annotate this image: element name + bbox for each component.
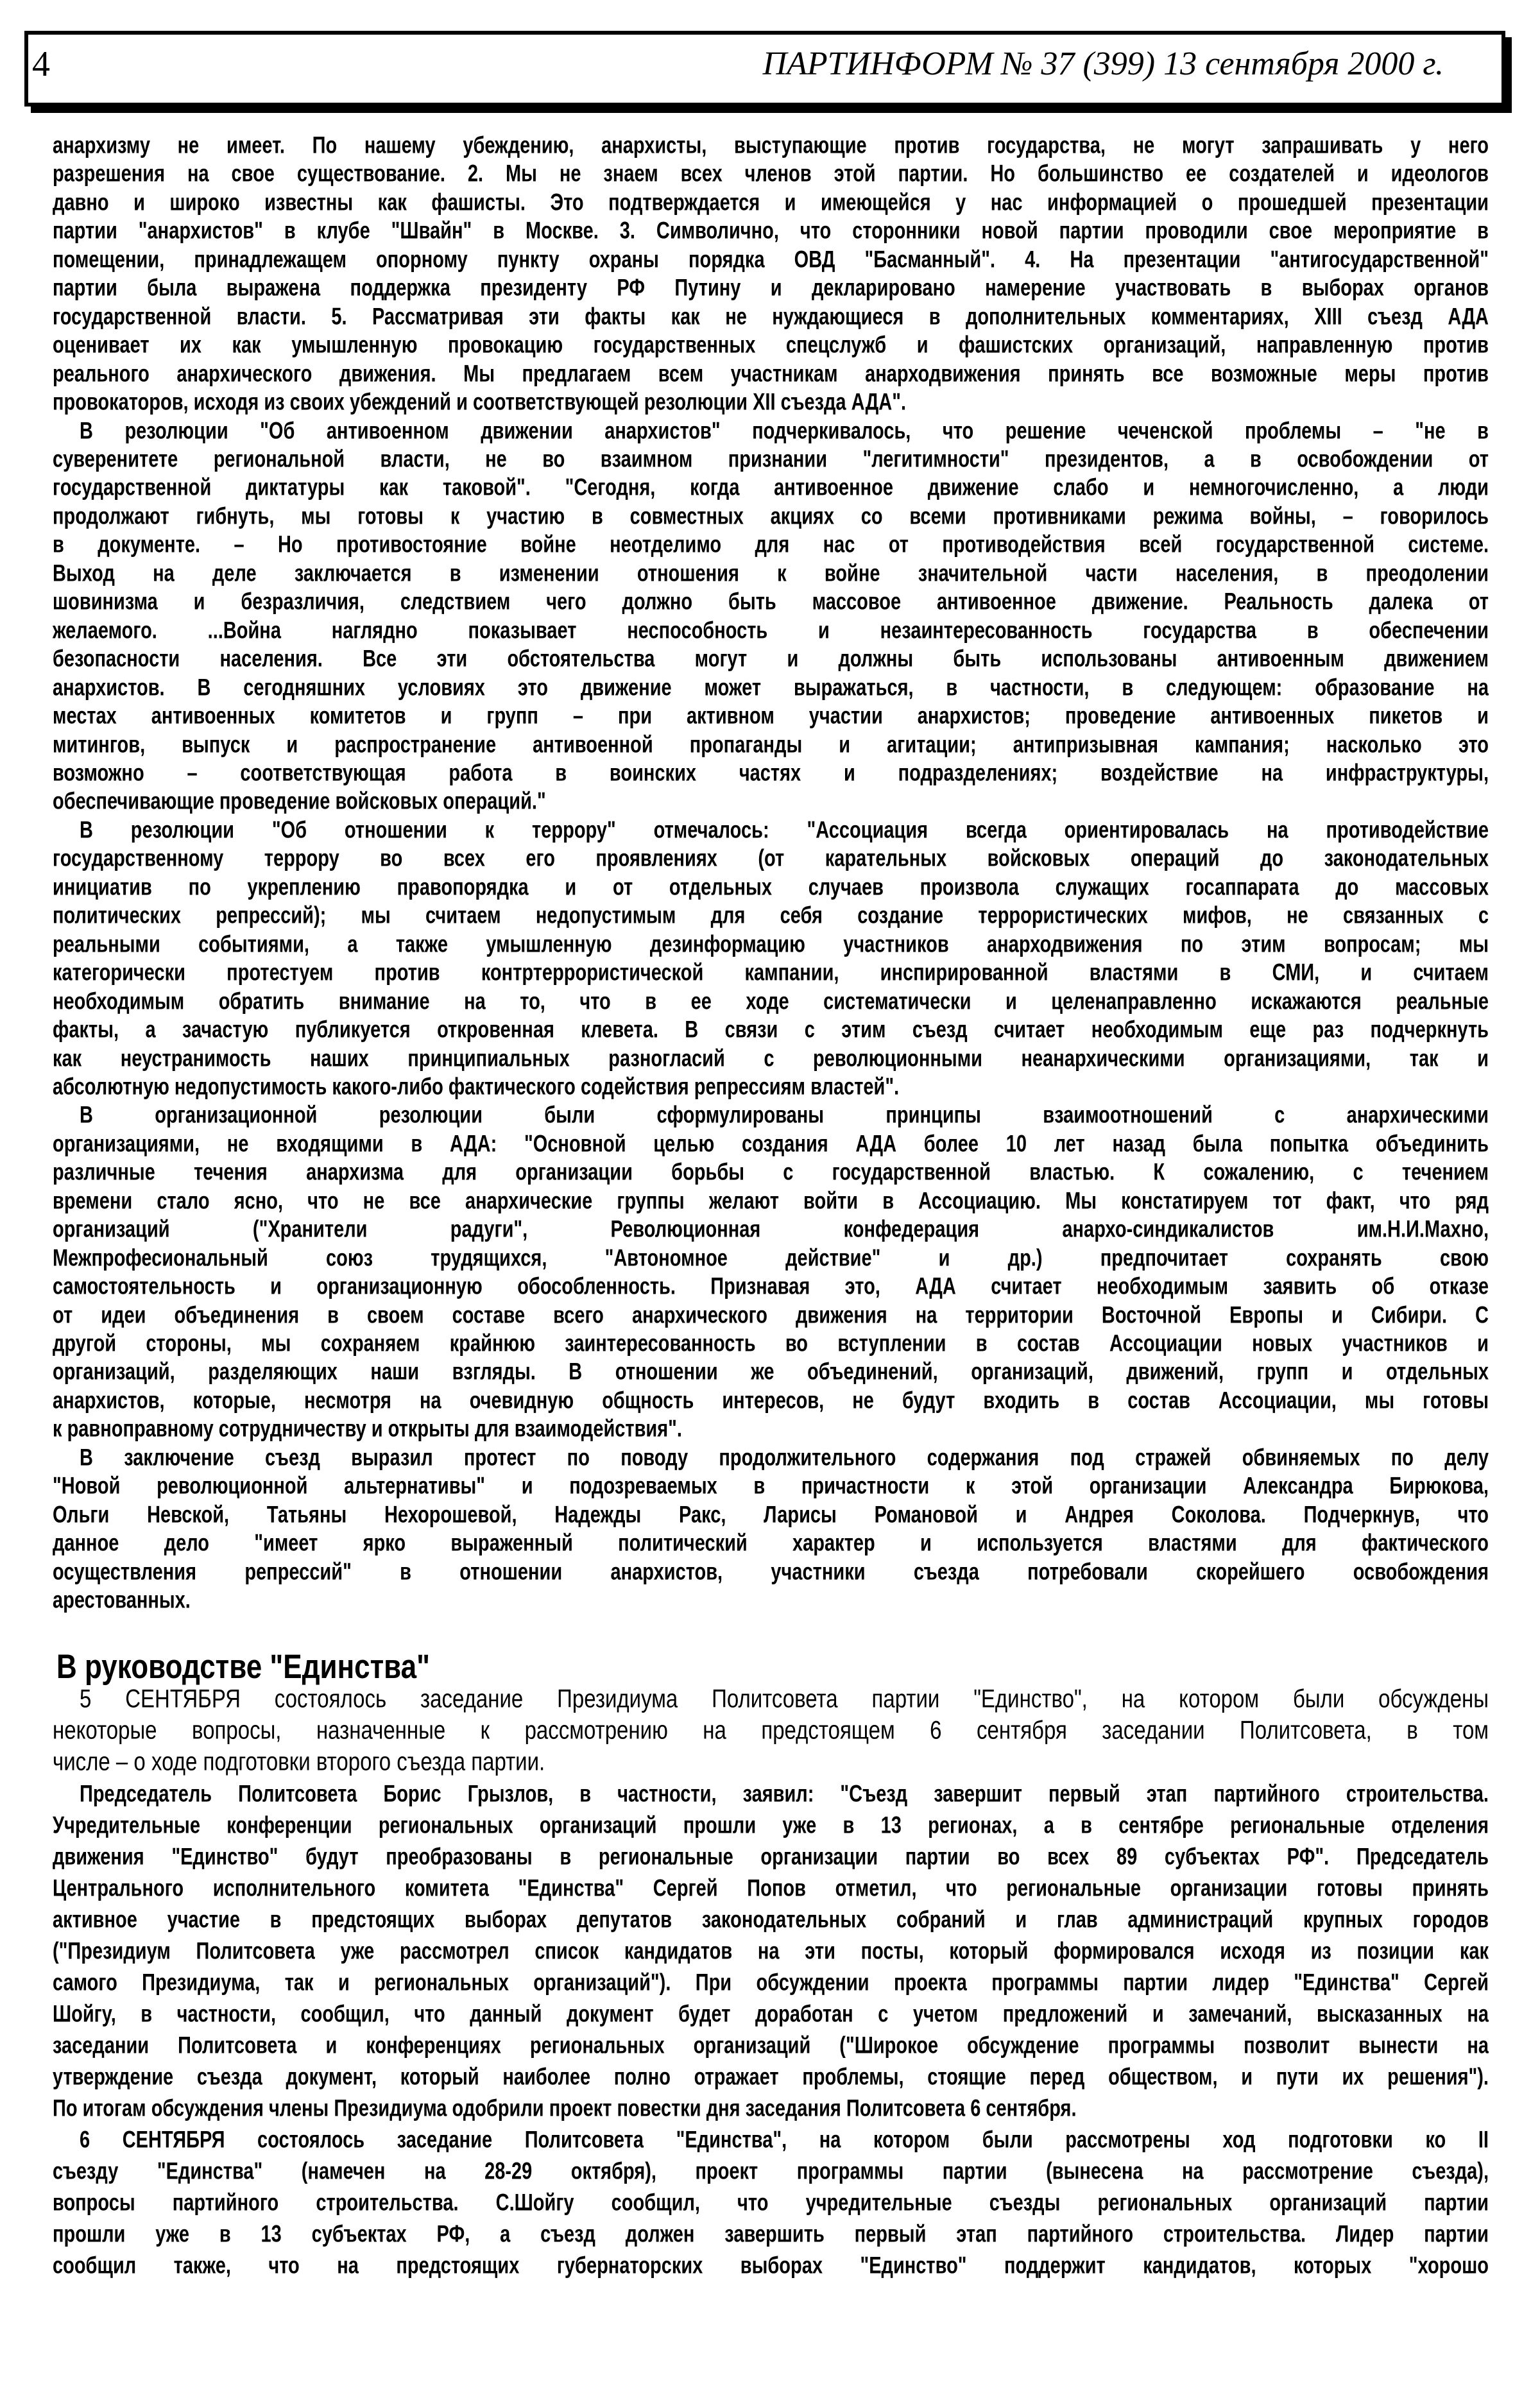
paragraph (53, 2125, 1489, 2282)
text-line: Ольги Невской, Татьяны Нехорошевой, Надежды Ракс, Ларисы Романовой и Андрея Соколова. Подчеркнув, что (53, 1502, 1489, 1529)
text-line: времени стало ясно, что не все анархические группы желают войти в Ассоциацию. Мы констатируем тот факт, что ряд (53, 1188, 1489, 1215)
text-line: партии "анархистов" в клубе "Швайн" в Москве. 3. Символично, что сторонники новой партии проводили свое мероприятие в (53, 218, 1489, 244)
page-header (24, 31, 1505, 107)
text-line: организациями, не входящими в АДА: "Основной целью создания АДА более 10 лет назад была попытка объединить (53, 1131, 1489, 1158)
text-line: инициатив по укреплению правопорядка и от отдельных случаев произвола служащих госаппарата до массовых (53, 874, 1489, 901)
text-line: другой стороны, мы сохраняем крайнюю заинтересованность во вступлении в состав Ассоциации новых участников и (53, 1330, 1489, 1357)
text-line: обеспечивающие проведение войсковых операций." (53, 788, 546, 815)
text-line: митингов, выпуск и распространение антивоенной пропаганды и агитации; антипризывная кампания; насколько это (53, 731, 1489, 758)
text-line: В резолюции "Об отношении к террору" отмечалось: "Ассоциация всегда ориентировалась на противодействие (80, 817, 1489, 844)
text-line: В заключение съезд выразил протест по поводу продолжительного содержания под стражей обвиняемых по делу (80, 1444, 1489, 1471)
article-unity-body (53, 1779, 1489, 2279)
paragraph (53, 132, 1489, 417)
text-line: факты, а зачастую публикуется откровенная клевета. В связи с этим съезд считает необходимым еще раз подчеркнуть (53, 1016, 1489, 1043)
text-line: реального анархического движения. Мы предлагаем всем участникам анарходвижения принять все возможные меры против (53, 361, 1489, 388)
paragraph (53, 1683, 1489, 1777)
text-line: Межпрофесиональный союз трудящихся, "Автономное действие" и др.) предпочитает сохранять свою (53, 1245, 1489, 1272)
text-line: оценивает их как умышленную провокацию государственных спецслужб и фашистских организаций, направленную против (53, 332, 1489, 359)
text-line: анархистов, которые, несмотря на очевидную общность интересов, не будут входить в состав Ассоциации, мы готовы (53, 1387, 1489, 1414)
text-line: прошли уже в 13 субъектах РФ, а съезд должен завершить первый этап партийного строительства. Лидер партии (53, 2221, 1489, 2248)
text-line: необходимым обратить внимание на то, что в ее ходе систематически и целенаправленно искажаются реальные (53, 988, 1489, 1015)
text-line: Выход на деле заключается в изменении отношения к войне значительной части населения, в преодолении (53, 560, 1489, 587)
paragraph (53, 1101, 1489, 1443)
text-line: В резолюции "Об антивоенном движении анархистов" подчеркивалось, что решение чеченской проблемы – "не в (80, 417, 1489, 444)
text-line: безопасности населения. Все эти обстоятельства могут и должны быть использованы антивоенным движением (53, 646, 1489, 673)
text-line: числе – о ходе подготовки второго съезда партии. (53, 1746, 545, 1776)
text-line: местах антивоенных комитетов и групп – при активном участии анархистов; проведение антивоенных пикетов и (53, 703, 1489, 730)
article-heading: В руководстве "Единства" (56, 1648, 430, 1686)
masthead: ПАРТИНФОРМ № 37 (399) 13 сентября 2000 г. (762, 46, 1444, 82)
text-line: ("Президиум Политсовета уже рассмотрел список кандидатов на эти посты, который формировался исходя из позиции как (53, 1938, 1489, 1965)
paragraph (53, 816, 1489, 1102)
text-line: категорически протестуем против контртеррористической кампании, инспирированной властями в СМИ, и считаем (53, 959, 1489, 986)
text-line: как неустранимость наших принципиальных разногласий с революционными неанархическими организациями, так и (53, 1045, 1489, 1072)
text-line: в документе. – Но противостояние войне неотделимо для нас от противодействия всей государственной системе. (53, 531, 1489, 558)
text-line: активное участие в предстоящих выборах депутатов законодательных собраний и глав администраций крупных городов (53, 1906, 1489, 1933)
text-line: суверенитете региональной власти, не во взаимном признании "легитимности" президентов, а в освобождении от (53, 446, 1489, 473)
paragraph (53, 1779, 1489, 2125)
text-line: По итогам обсуждения члены Президиума одобрили проект повестки дня заседания Политсовета 6 сентября. (53, 2095, 1077, 2122)
text-line: анархизму не имеет. По нашему убеждению, анархисты, выступающие против государства, не могут запрашивать у него (53, 132, 1489, 159)
text-line: государственному террору во всех его проявлениях (от карательных войсковых операций до законодательных (53, 845, 1489, 872)
text-line: различные течения анархизма для организации борьбы с государственной властью. К сожалению, с течением (53, 1159, 1489, 1186)
text-line: от идеи объединения в своем составе всего анархического движения на территории Восточной Европы и Сибири. С (53, 1302, 1489, 1328)
text-line: организаций, разделяющих наши взгляды. В отношении же объединений, организаций, движений, групп и отдельных (53, 1358, 1489, 1385)
paragraph (53, 417, 1489, 816)
text-line: самого Президиума, так и региональных организаций"). При обсуждении проекта программы партии лидер "Единства" Сергей (53, 1969, 1489, 1996)
text-line: данное дело "имеет ярко выраженный политический характер и используется властями для фактического (53, 1530, 1489, 1557)
page-number: 4 (32, 44, 50, 84)
text-line: 5 СЕНТЯБРЯ состоялось заседание Президиума Политсовета партии "Единство", на котором были обсуждены (80, 1683, 1489, 1713)
text-line: организаций ("Хранители радуги", Революционная конфедерация анархо-синдикалистов им.Н.И.Махно, (53, 1216, 1489, 1243)
text-line: государственной диктатуры как таковой". "Сегодня, когда антивоенное движение слабо и немногочисленно, а люди (53, 474, 1489, 501)
text-line: реальными событиями, а также умышленную дезинформацию участников анарходвижения по этим вопросам; мы (53, 931, 1489, 958)
text-line: шовинизма и безразличия, следствием чего должно быть массовое антивоенное движение. Реальность далека от (53, 588, 1489, 615)
text-line: продолжают гибнуть, мы готовы к участию в совместных акциях со всеми противниками режима войны, – говорилось (53, 503, 1489, 530)
text-line: помещении, принадлежащем опорному пункту охраны порядка ОВД "Басманный". 4. На презентации "антигосударственной" (53, 246, 1489, 273)
text-line: арестованных. (53, 1587, 191, 1614)
text-line: В организационной резолюции были сформулированы принципы взаимоотношений с анархическими (80, 1102, 1489, 1129)
text-line: некоторые вопросы, назначенные к рассмотрению на предстоящем 6 сентября заседании Политсовета, в том (53, 1715, 1489, 1745)
text-line: государственной власти. 5. Рассматривая эти факты как не нуждающиеся в дополнительных комментариях, XIII съезд АДА (53, 304, 1489, 330)
text-line: движения "Единство" будут преобразованы в региональные организации партии во всех 89 субъектах РФ". Председатель (53, 1844, 1489, 1871)
paragraph (53, 1444, 1489, 1615)
text-line: провокаторов, исходя из своих убеждений и соответствующей резолюции XII съезда АДА". (53, 389, 907, 416)
text-line: к равноправному сотрудничеству и открыты для взаимодействия". (53, 1416, 682, 1443)
text-line: партии была выражена поддержка президенту РФ Путину и декларировано намерение участвовать в выборах органов (53, 275, 1489, 302)
text-line: съезду "Единства" (намечен на 28-29 октября), проект программы партии (вынесена на рассмотрение съезда), (53, 2158, 1489, 2185)
text-line: "Новой революционной альтернативы" и подозреваемых в причастности к этой организации Александра Бирюкова, (53, 1473, 1489, 1500)
text-line: заседании Политсовета и конференциях региональных организаций ("Широкое обсуждение программы позволит вынести на (53, 2032, 1489, 2059)
text-line: утверждение съезда документ, который наиболее полно отражает проблемы, стоящие перед обществом, и пути их решения"). (53, 2064, 1489, 2091)
text-line: Центрального исполнительного комитета "Единства" Сергей Попов отметил, что региональные организации готовы принять (53, 1875, 1489, 1902)
text-line: разрешения на свое существование. 2. Мы не знаем всех членов этой партии. Но большинство ее создателей и идеологов (53, 160, 1489, 187)
text-line: анархистов. В сегодняшних условиях это движение может выражаться, в частности, в следующем: образование на (53, 674, 1489, 701)
text-line: осуществления репрессий" в отношении анархистов, участники съезда потребовали скорейшего освобождения (53, 1559, 1489, 1586)
text-line: 6 СЕНТЯБРЯ состоялось заседание Политсовета "Единства", на котором были рассмотрены ход подготовки ко II (80, 2127, 1489, 2154)
article-anarchists-continuation (53, 132, 1489, 1614)
text-line: сообщил также, что на предстоящих губернаторских выборах "Единство" поддержит кандидатов, которых "хорошо (53, 2252, 1489, 2279)
text-line: Учредительные конференции региональных организаций прошли уже в 13 регионах, а в сентябре региональные отделения (53, 1812, 1489, 1839)
text-line: вопросы партийного строительства. С.Шойгу сообщил, что учредительные съезды региональных организаций партии (53, 2189, 1489, 2216)
text-line: возможно – соответствующая работа в воинских частях и подразделениях; воздействие на инфраструктуры, (53, 760, 1489, 787)
text-line: абсолютную недопустимость какого-либо фактического содействия репрессиям властей". (53, 1074, 900, 1101)
article-lead (53, 1683, 1489, 1777)
text-line: Председатель Политсовета Борис Грызлов, в частности, заявил: "Съезд завершит первый этап партийного строительства. (80, 1781, 1489, 1808)
text-line: давно и широко известны как фашисты. Это подтверждается и имеющейся у нас информацией о прошедшей презентации (53, 189, 1489, 216)
text-line: политических репрессий); мы считаем недопустимым для себя создание террористических мифов, не связанных с (53, 902, 1489, 929)
text-line: Шойгу, в частности, сообщил, что данный документ будет доработан с учетом предложений и замечаний, высказанных на (53, 2001, 1489, 2028)
text-line: самостоятельность и организационную обособленность. Признавая это, АДА считает необходимым заявить об отказе (53, 1273, 1489, 1300)
text-line: желаемого. ...Война наглядно показывает неспособность и незаинтересованность государства в обеспечении (53, 617, 1489, 644)
